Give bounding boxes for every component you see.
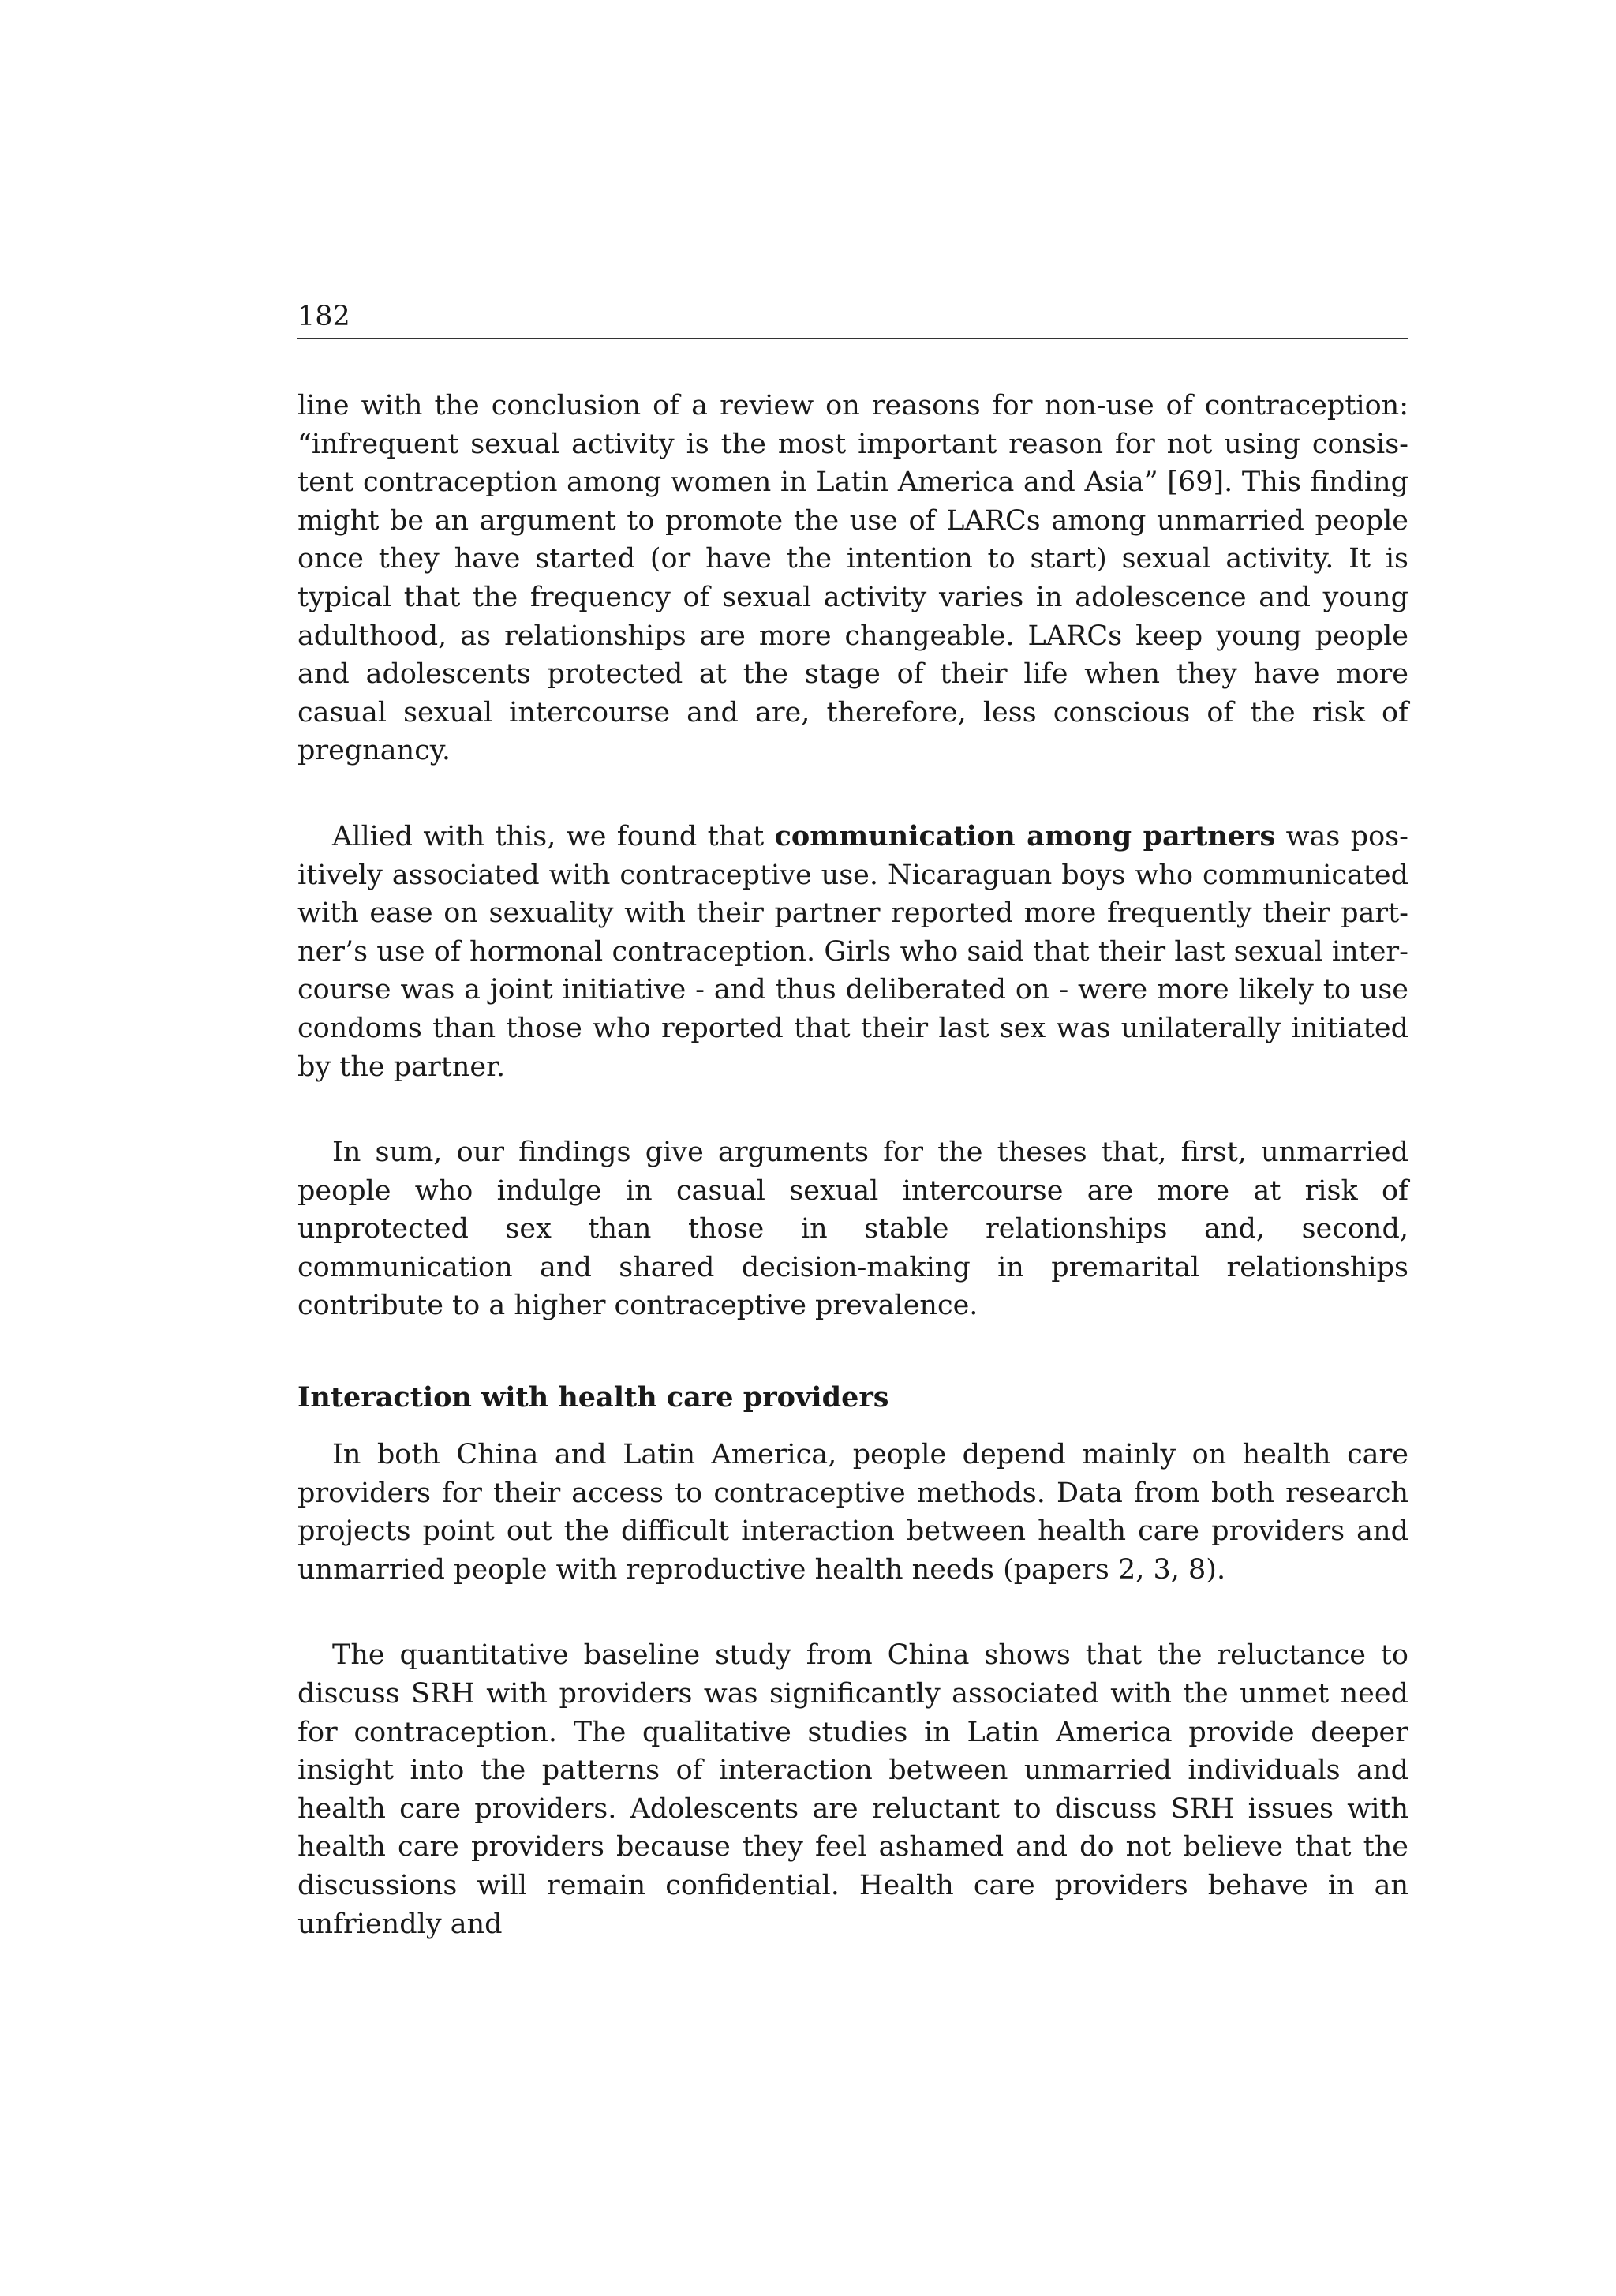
paragraph-gap <box>297 770 1408 818</box>
page-header <box>297 300 1408 339</box>
paragraph-text: Allied with this, we found that <box>332 820 775 852</box>
page-body <box>297 387 1408 1943</box>
paragraph-partner-communication <box>297 818 1408 1086</box>
section-heading: Interaction with health care providers <box>297 1381 889 1414</box>
document-page <box>297 300 1408 1943</box>
paragraph-summary: In sum, our findings give arguments for the theses that, first, unmarried people who indulge in casual sexual intercourse are more at risk of unprotected sex than those in stable relationships and, second, communication and shared decision-making in premarital relationships contribute to a higher contraceptive prevalence. <box>297 1137 1408 1322</box>
paragraph-gap <box>297 1589 1408 1636</box>
paragraph-provider-interaction: The quantitative baseline study from China shows that the reluctance to discuss SRH with providers was significantly associated with the unmet need for contraception. The qualitative studies in Latin America provide deeper insight into the patterns of interaction between unmarried individuals and health care providers. Adolescents are reluctant to discuss SRH issues with health care providers because they feel ashamed and do not believe that the discussions will remain confidential. Health care providers behave in an unfriendly and <box>297 1639 1408 1940</box>
paragraph-provider-access: In both China and Latin America, people depend mainly on health care providers for their access to contraceptive methods. Data from both research projects point out the difficult interaction between health care providers and unmarried people with reproductive health needs (papers 2, 3, 8). <box>297 1439 1408 1586</box>
paragraph-gap <box>297 1086 1408 1133</box>
page-number: 182 <box>297 301 350 332</box>
paragraph-contraception-review: line with the conclusion of a review on reasons for non-use of contraception: “infrequent sexual activity is the most important reason for not using consistent contraception among women in Latin America and Asia” [69]. This finding might be an argument to promote the use of LARCs among unmarried people once they have started (or have the intention to start) sexual activity. It is typical that the frequency of sexual activity varies in adolescence and young adulthood, as relationships are more changeable. LARCs keep young people and adolescents protected at the stage of their life when they have more casual sexual intercourse and are, therefore, less conscious of the risk of pregnancy. <box>297 390 1408 767</box>
paragraph-text: was positively associated with contraceptive use. Nicaraguan boys who communicated with ease on sexuality with their partner reported more frequently their partner’s use of hormonal contraception. Girls who said that their last sexual intercourse was a joint initiative - and thus deliberated on - were more likely to use condoms than those who reported that their last sex was unilaterally initiated by the partner. <box>297 820 1408 1083</box>
bold-phrase: communication among partners <box>774 819 1276 852</box>
